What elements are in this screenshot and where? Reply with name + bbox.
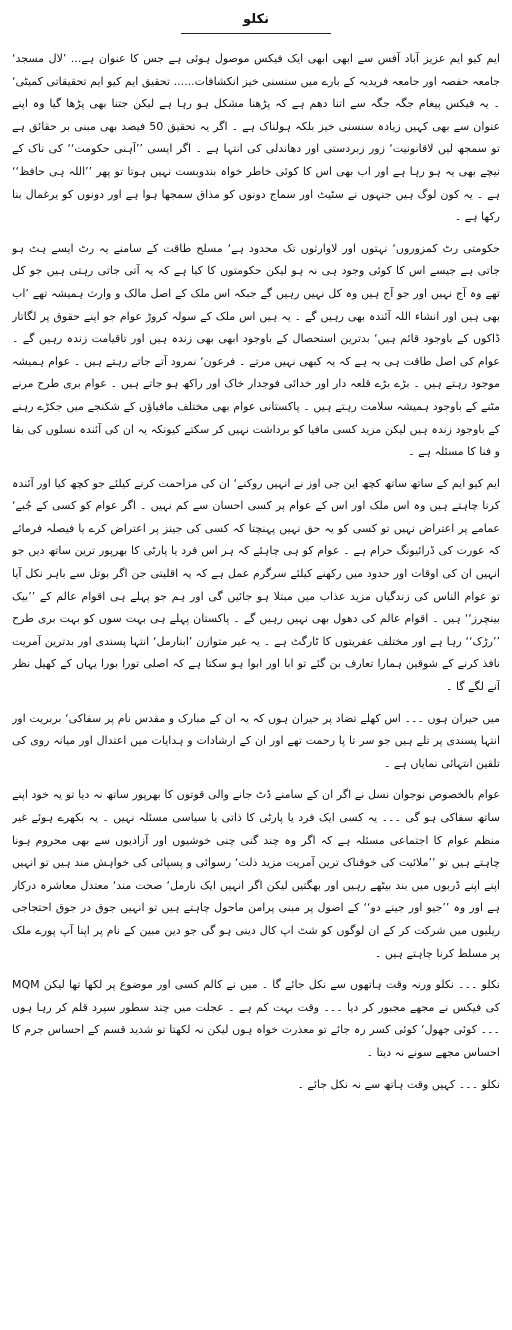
paragraph-1: ایم کیو ایم عزیز آباد آفس سے ابھی ابھی ایک فیکس موصول ہوئی ہے جس کا عنوان ہے... ’لال مسجد‘ جامعہ حفصہ اور جامعہ فریدیہ کے بارے میں سنسنی خیز انکشافات...... تحقیق ایم کیو ایم تحقیقاتی کمیٹی‘ ۔ یہ فیکس پیغام جگہ جگہ سے اتنا دھم ہے کہ پڑھنا مشکل ہو رہا ہے لیکن جتنا بھی پڑھا گیا وہ اپنے عنوان سے بھی کہیں زیادہ سنسنی خیز بلکہ ہولناک ہے ۔ اگر یہ تحقیق 50 فیصد بھی مبنی بر حقائق ہے تو سمجھ لیں لاقانونیت‘ زور زبردستی اور دھاندلی کی انتہا ہے ۔ اگر ایسی ’’آہنی حکومت‘‘ کی ناک کے نیچے بھی یہ ہو رہا ہے اور اب بھی اس کا کوئی خاطر خواہ بندوبست نہیں ہوتا تو پھر ’’اللہ ہی حافظ‘‘ ہے ۔ یہ کون لوگ ہیں جنہوں نے سٹیٹ اور سماج دونوں کو مذاق سمجھا ہوا ہے اور دونوں کو یرغمال بنا رکھا ہے ۔ (12, 52, 500, 224)
paragraph-5: عوام بالخصوص نوجوان نسل نے اگر ان کے سامنے ڈٹ جانے والی قوتوں کا بھرپور ساتھ نہ دیا تو یہ خود اپنے ساتھ سفاکی ہو گی ۔۔۔ یہ کسی ایک فرد یا پارٹی کا ذاتی یا سیاسی مسئلہ نہیں ۔ یہ بکھرے ہوئے غیر منظم عوام کا اجتماعی مسئلہ ہے کہ اگر وہ چند گنی چنی خوشیوں اور آزادیوں سے بھی محروم ہونا چاہتے ہیں تو ’’ملائیت کی خوفناک ترین آمریت مزید ذلت‘ رسوائی و پسپائی کی خواہش مند ہیں تو انہیں اپنے اپنے ڈربوں میں بند بیٹھے رہیں اور بھگتیں لیکن اگر انہیں ایک نارمل‘ صحت مند‘ معتدل معاشرہ درکار ہے اور وہ ’’جیو اور جینے دو‘‘ کے اصول پر مبنی پرامن ماحول چاہتے ہیں تو انہیں جوق در جوق احتجاجی ریلیوں میں شرکت کر کے ان لوگوں کو شٹ اپ کال دینی ہو گی جو دین مبین کے نام پر اپنا آپ پورے ملک پر مسلط کرنا چاہتے ہیں ۔ (12, 788, 500, 960)
paragraph-3: ایم کیو ایم کے ساتھ ساتھ کچھ این جی اوز نے انہیں روکنے‘ ان کی مزاحمت کرنے کیلئے جو کچھ کیا اور آئندہ کرنا چاہتے ہیں وہ اس ملک اور اس کے عوام پر کسی احسان سے کم نہیں ۔ اگر عوام کو کسی کے جُبے‘ عمامے پر اعتراض نہیں تو کسی کو یہ حق نہیں پہنچتا کہ کسی کی جینز پر اعتراض کرے یا فیصلہ فرمائے کہ عورت کی ڈرائیونگ حرام ہے ۔ عوام کو ہی چاہئے کہ ہر اس فرد یا پارٹی کا بھرپور ترین ساتھ دیں جو انہیں ان کی اوقات اور حدود میں رکھنے کیلئے سرگرم عمل ہے کہ یہ اقلیتی جن اگر بوتل سے باہر نکل آیا تو عوام الناس کی زندگیاں مزید عذاب میں مبتلا ہو جائیں گی اور ہم جو پہلے ہی اقوام عالم کے ’’بیک بینچرز‘‘ ہیں ۔ اقوام عالم کی دھول بھی نہیں رہیں گے ۔ پاکستان پہلے ہی بہت سوں کو بہت بری طرح ’’رڑک‘‘ رہا ہے اور مختلف عفریتوں کا ٹارگٹ ہے ۔ یہ غیر متوازن ’ابنارمل‘ انتہا پسندی اور بدترین آمریت نافذ کرنے کے شوقین ہمارا تعارف بن گئے تو ابا اور ابوا ہو سکتا ہے کہ اصلی تورا بورا یہاں کے کھیل نظر آنے لگے گا ۔ (12, 476, 500, 694)
paragraph-7: نکلو ۔۔۔ کہیں وقت ہاتھ سے نہ نکل جائے ۔ (297, 1077, 500, 1091)
title-underline (181, 33, 331, 34)
paragraph-4: میں حیران ہوں ۔۔۔ اس کھلے تضاد پر حیران ہوں کہ یہ ان کے مبارک و مقدس نام پر سفاکی‘ بربریت اور انتہا پسندی پر تلے ہیں جو سر تا پا رحمت تھے اور ان کے ارشادات و ہدایات میں اعتدال اور میانہ روی کی تلقین انتہائی نمایاں ہے ۔ (12, 711, 500, 770)
paragraph-6: نکلو ۔۔۔ نکلو ورنہ وقت ہاتھوں سے نکل جائے گا ۔ میں نے کالم کسی اور موضوع پر لکھا تھا لیکن MQM کی فیکس نے مجھے مجبور کر دیا ۔۔۔ وقت بہت کم ہے ۔ عجلت میں چند سطور سپرد قلم کر رہا ہوں ۔۔۔ کوئی جھول‘ کوئی کسر رہ جائے تو معذرت خواہ ہوں لیکن نہ لکھتا تو شدید قسم کے احساس جرم کا احساس مجھے سونے نہ دیتا ۔ (12, 978, 500, 1059)
column-title: نکلو (243, 12, 269, 27)
paragraph-2: حکومتی رٹ کمزوروں‘ نہتوں اور لاوارثوں تک محدود ہے‘ مسلح طاقت کے سامنے یہ رٹ ایسے ہٹ ہو جاتی ہے جیسے اس کا کوئی وجود ہی نہ ہو لیکن حکومتوں کا کیا ہے کہ یہ آتی جاتی رہتی ہیں جو کل تھے وہ آج نہیں اور جو آج ہیں وہ کل نہیں رہیں گے جبکہ اس ملک کے اصل مالک و وارث ہمیشہ تھے ’اب بھی ہیں اور انشاء اللہ آئندہ بھی رہیں گے ۔ یہ ہیں اس ملک کے سولہ کروڑ عوام جو اپنے حقوق پر لگاتار ڈاکوں کے باوجود قائم ہیں‘ بدترین استحصال کے باوجود ابھی بھی زندہ ہیں اور تاقیامت زندہ رہیں گے ۔ عوام کی اصل طاقت ہی یہ ہے کہ یہ کبھی نہیں مرتے ۔ فرعون‘ نمرود آتے جاتے رہتے ہیں ۔ عوام ہمیشہ موجود رہتے ہیں ۔ بڑے بڑے قلعہ دار اور خدائی فوجدار خاک اور راکھ ہو جاتے ہیں ۔ عوام بری طرح مرنے مٹنے کے باوجود ہمیشہ سلامت رہتے ہیں ۔ پاکستانی عوام بھی مختلف مافیاؤں کے شکنجے میں جکڑے رہنے کے باوجود زندہ ہیں لیکن مزید کسی مافیا کو برداشت نہیں کر سکتے کیونکہ یہ ان کی آئندہ نسلوں کی بقا و فنا کا مسئلہ ہے ۔ (12, 241, 500, 459)
column-body (12, 48, 500, 1096)
